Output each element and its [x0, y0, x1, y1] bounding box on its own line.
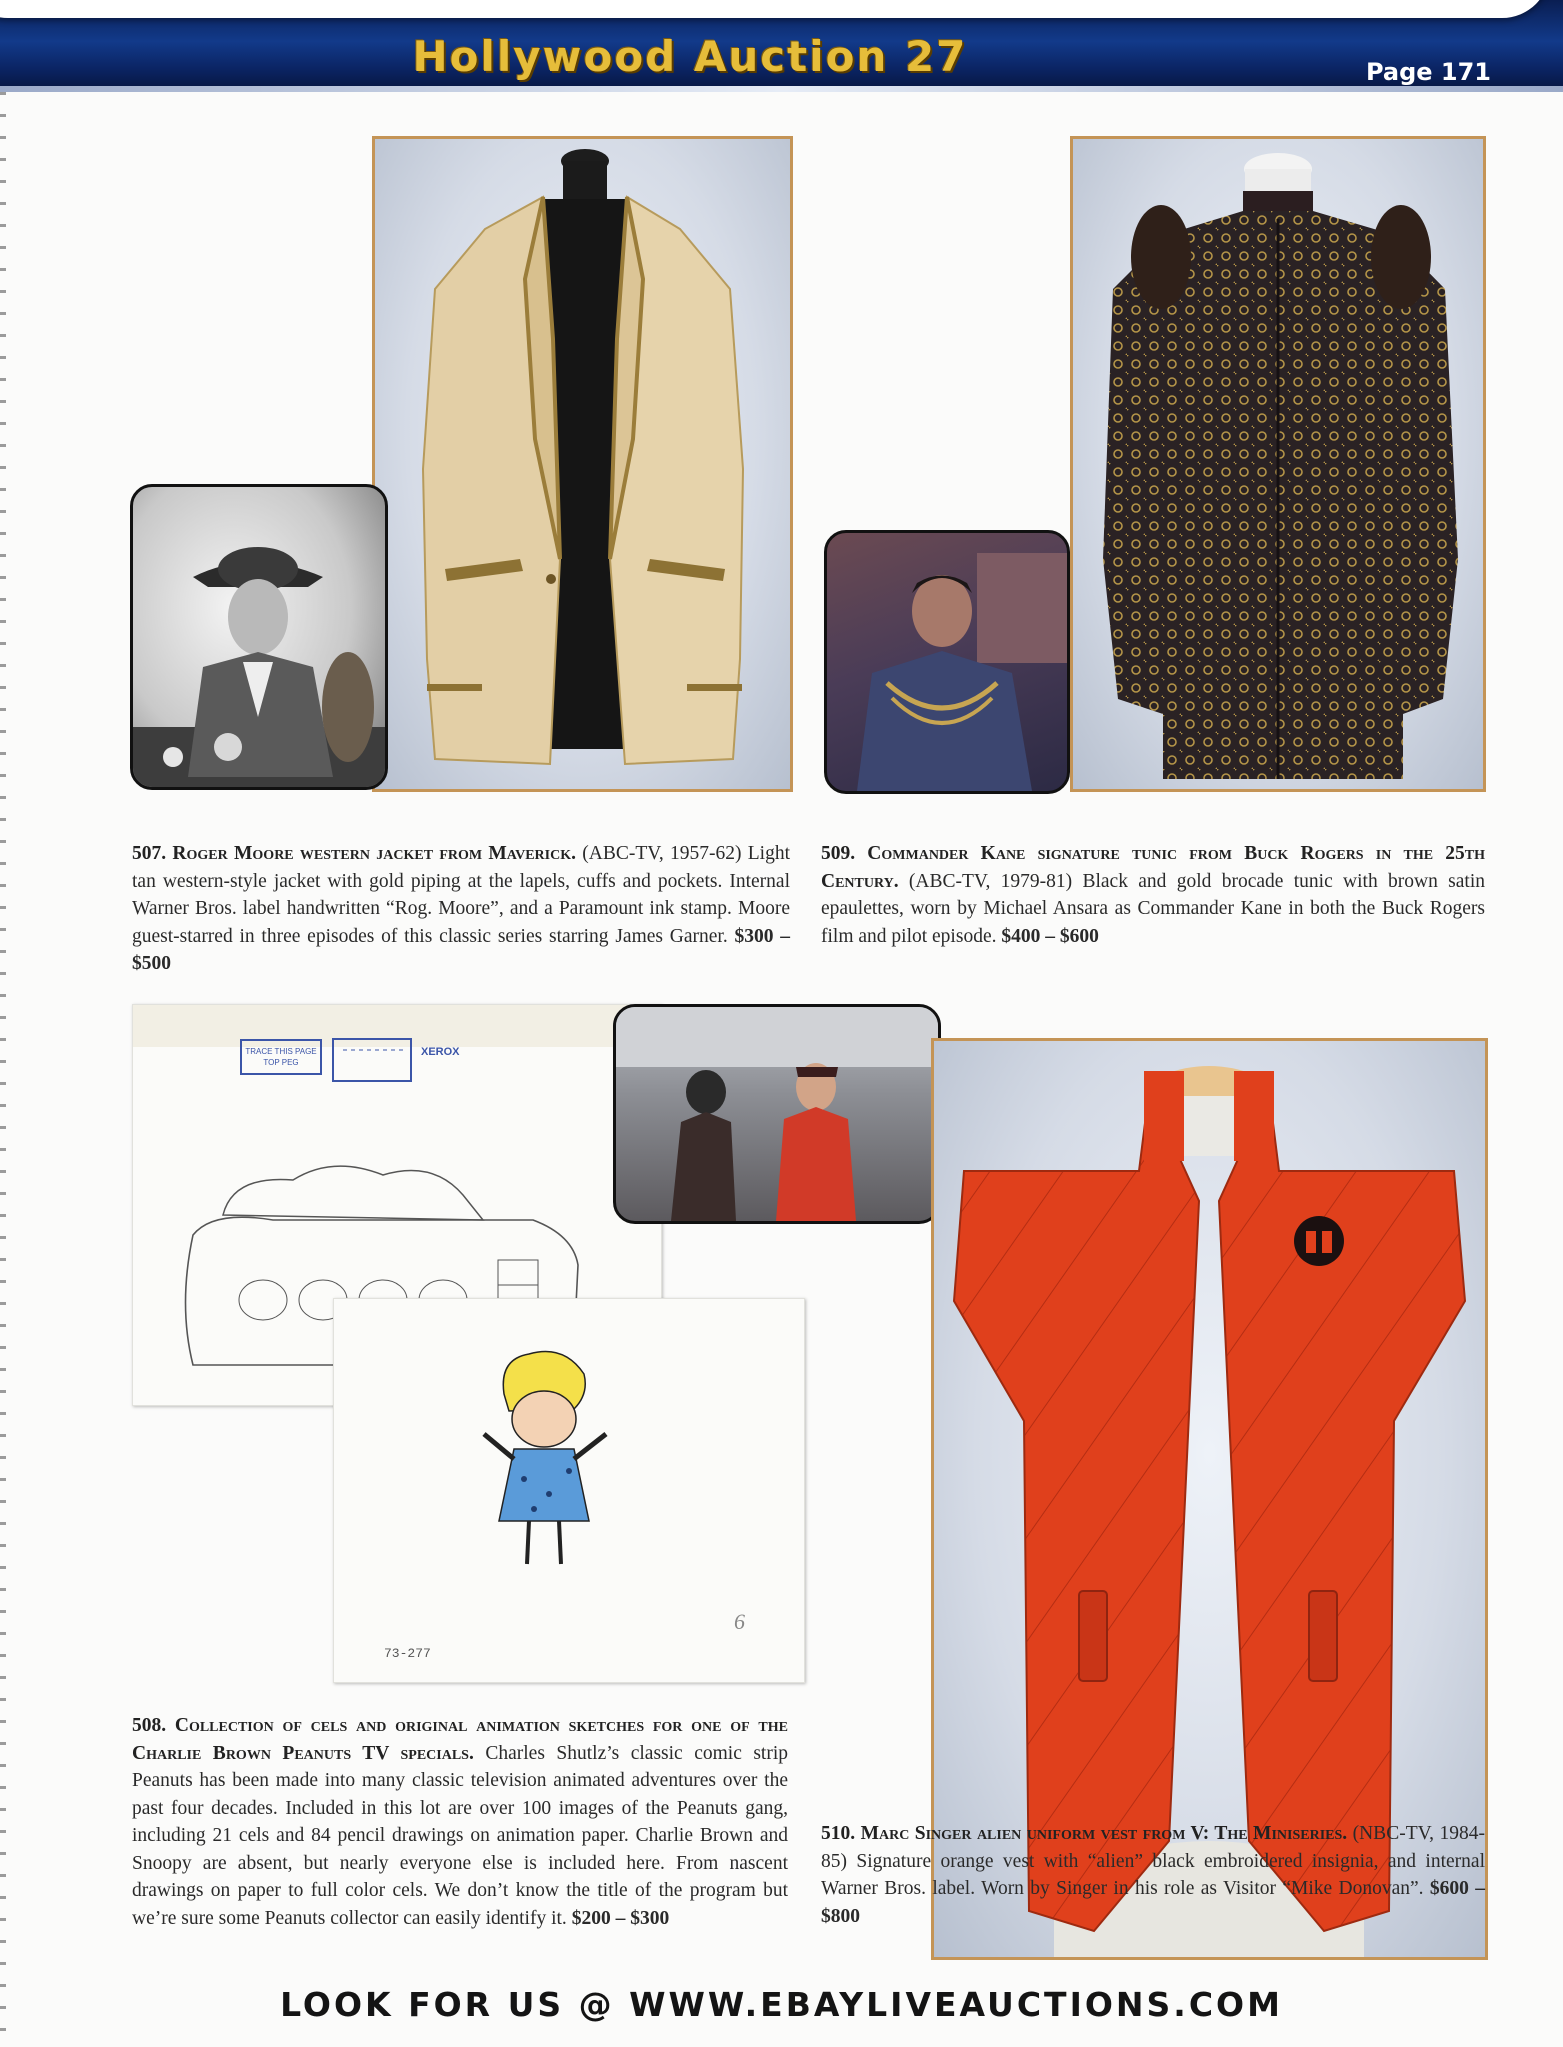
- lot-507-details: (ABC-TV, 1957-62) Light tan western-style jacket with gold piping at the lapels, cuffs and pockets. Internal Warner Bros. label handwritten “Rog. Moore”, and a Paramount ink stamp. Moore guest-starred in three episodes of this classic series starring James Garner.: [132, 843, 791, 947]
- michael-ansara-photo: [824, 530, 1070, 794]
- header-bar: [0, 0, 1563, 92]
- lot-508-caption: [132, 1712, 788, 1932]
- trace-stamp: TRACE THIS PAGE: [245, 1047, 317, 1056]
- lot-508-details: Charles Shutlz’s classic comic strip Peanuts has been made into many classic television animated adventures over the past four decades. Included in this lot are over 100 images of the Peanuts gang, including 21 cels and 84 pencil drawings on animation paper. Charlie Brown and Snoopy are absent, but nearly everyone else is included here. From nascent drawings on paper to full color cels. We don’t know the title of the program but we’re sure some Peanuts collector can easily identify it.: [132, 1742, 789, 1929]
- svg-text:XEROX: XEROX: [421, 1046, 460, 1058]
- lot-509-caption: [821, 840, 1485, 950]
- lot-510-title: 510. Marc Singer alien uniform vest from V: The Miniseries.: [821, 1823, 1348, 1844]
- svg-text:6: 6: [734, 1609, 745, 1634]
- lot-510-details: (NBC-TV, 1984-85) Signature orange vest with “alien” black embroidered insignia, and internal Warner Bros. label. Worn by Singer in his role as Visitor “Mike Donovan”.: [821, 1823, 1485, 1899]
- lot-510-estimate: $600 – $800: [821, 1878, 1486, 1927]
- lot-508-title: 508. Collection of cels and original animation sketches for one of the Charlie Brown Peanuts TV specials.: [132, 1715, 788, 1764]
- footer-website-text: LOOK FOR US @ WWW.EBAYLIVEAUCTIONS.COM: [280, 1985, 1283, 2024]
- lot-507-caption: [132, 840, 790, 978]
- catalog-title: Hollywood Auction 27: [412, 32, 968, 81]
- maverick-jacket-photo: [372, 136, 793, 792]
- cel-number: 73-277: [384, 1646, 431, 1661]
- lot-507-estimate: $300 – $500: [132, 925, 791, 974]
- kane-tunic-photo: [1070, 136, 1486, 792]
- roger-moore-photo: [130, 484, 388, 790]
- lot-507-title: 507. Roger Moore western jacket from Maverick.: [132, 843, 576, 864]
- lot-509-title: 509. Commander Kane signature tunic from Buck Rogers in the 25th Century.: [821, 843, 1485, 892]
- spiral-binding: [0, 92, 6, 2032]
- sally-cel: [333, 1298, 805, 1683]
- lot-508-estimate: $200 – $300: [571, 1907, 670, 1929]
- lot-510-caption: [821, 1820, 1485, 1930]
- marc-singer-photo: [613, 1004, 941, 1224]
- lot-509-estimate: $400 – $600: [1001, 925, 1099, 947]
- header-swoosh: [0, 0, 1550, 18]
- page-number: Page 171: [1365, 58, 1491, 86]
- svg-text:TOP PEG: TOP PEG: [263, 1058, 299, 1067]
- lot-509-details: (ABC-TV, 1979-81) Black and gold brocade tunic with brown satin epaulettes, worn by Michael Ansara as Commander Kane in both the Buck Rogers film and pilot episode.: [821, 870, 1486, 947]
